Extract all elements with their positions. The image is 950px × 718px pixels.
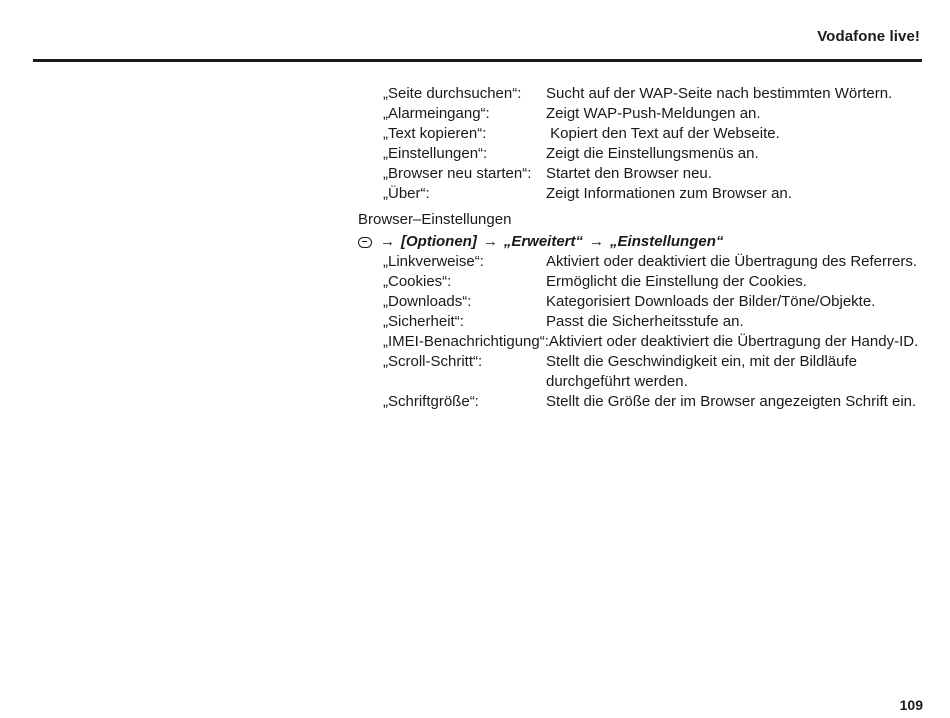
page-content <box>358 84 923 412</box>
option-description: Zeigt Informationen zum Browser an. <box>546 185 792 202</box>
list-item <box>383 352 923 392</box>
list-item <box>383 292 923 312</box>
option-term: „Browser neu starten“: <box>383 165 532 182</box>
option-term: „Seite durchsuchen“: <box>383 85 522 102</box>
page-number: 109 <box>899 697 923 713</box>
setting-description: Aktiviert oder deaktiviert die Übertragung des Referrers. <box>546 253 918 270</box>
option-description: Zeigt die Einstellungsmenüs an. <box>546 145 759 162</box>
option-description: Sucht auf der WAP-Seite nach bestimmten Wörtern. <box>546 85 893 102</box>
setting-description: Stellt die Geschwindigkeit ein, mit der Bildläufe durchgeführt werden. <box>546 353 857 390</box>
setting-term: „Cookies“: <box>383 273 452 290</box>
list-item <box>383 144 923 164</box>
option-description: Zeigt WAP-Push-Meldungen an. <box>546 105 761 122</box>
list-item <box>383 332 923 352</box>
settings-list <box>383 252 923 412</box>
softkey-icon <box>358 237 372 248</box>
setting-term: „Downloads“: <box>383 293 472 310</box>
nav-step-options: [Optionen] <box>401 233 477 250</box>
setting-description: Ermöglicht die Einstellung der Cookies. <box>546 273 807 290</box>
list-item <box>383 252 923 272</box>
list-item <box>383 272 923 292</box>
option-term: „Alarmeingang“: <box>383 105 490 122</box>
header-title: Vodafone live! <box>817 28 920 45</box>
setting-term: „Linkverweise“: <box>383 253 484 270</box>
setting-description: Kategorisiert Downloads der Bilder/Töne/Objekte. <box>546 293 876 310</box>
option-term: „Über“: <box>383 185 430 202</box>
option-term: „Einstellungen“: <box>383 145 488 162</box>
setting-term: „Schriftgröße“: <box>383 393 479 410</box>
section-title: Browser–Einstellungen <box>358 211 512 228</box>
nav-step-settings: „Einstellungen“ <box>610 233 724 250</box>
list-item <box>383 312 923 332</box>
setting-description: Stellt die Größe der im Browser angezeigten Schrift ein. <box>546 393 917 410</box>
nav-step-advanced: „Erweitert“ <box>503 233 584 250</box>
arrow-icon: → <box>380 233 395 250</box>
menu-options-list <box>383 84 923 204</box>
navigation-path <box>358 232 923 252</box>
option-term: „Text kopieren“: <box>383 125 487 142</box>
setting-term: „IMEI-Benachrichtigung“: <box>383 333 549 350</box>
option-description: Kopiert den Text auf der Webseite. <box>546 125 780 142</box>
header-divider <box>33 59 922 62</box>
arrow-icon: → <box>589 233 605 250</box>
list-item <box>383 184 923 204</box>
option-description: Startet den Browser neu. <box>546 165 712 182</box>
list-item <box>383 84 923 104</box>
setting-description: Passt die Sicherheitsstufe an. <box>546 313 744 330</box>
setting-description: Aktiviert oder deaktiviert die Übertragung der Handy-ID. <box>548 333 919 350</box>
list-item <box>383 124 923 144</box>
setting-term: „Sicherheit“: <box>383 313 464 330</box>
list-item <box>383 392 923 412</box>
setting-term: „Scroll-Schritt“: <box>383 353 483 370</box>
arrow-icon: → <box>482 233 498 250</box>
list-item <box>383 104 923 124</box>
list-item <box>383 164 923 184</box>
